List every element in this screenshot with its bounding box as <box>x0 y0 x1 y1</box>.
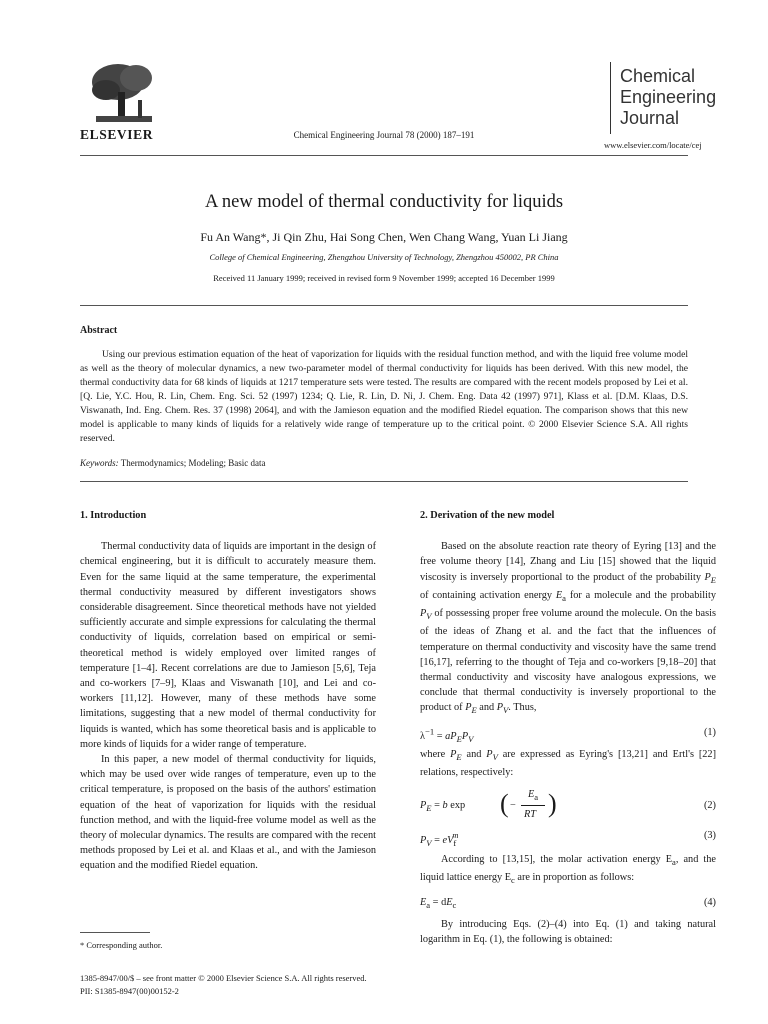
equation-2: $P_E = b$ exp ( − $E_a$ RT ) (2) <box>420 789 716 821</box>
abstract-bottom-rule <box>80 481 688 482</box>
derivation-paragraph-1: Based on the absolute reaction rate theory of Eyring [13] and the free volume theory [14], Zhang and Liu [15] showed that the liquid viscosity is inversely proportional to the product of the probability $P_E$ of containing activation energy $E_a$ for a molecule and the probability $P_V$ of possessing proper free volume around the molecule. On the basis of the ideas of Zhang et al. and the fact that the influences of temperature on thermal conductivity and viscosity have the same trend [16,17], referring to the thought of Teja and co-workers [9,18–20] that thermal conductivity and viscosity have analogous expressions, we conclude that thermal conductivity is inversely proportional to the product of $P_E$ and $P_V$. Thus, <box>420 541 716 716</box>
right-column <box>420 508 716 947</box>
equation-3: $P_V = eV_f^m$ (3) <box>420 830 716 848</box>
header-rule <box>80 155 688 156</box>
equation-4: $E_a = dE_c$ (4) <box>420 896 716 910</box>
derivation-paragraph-4: By introducing Eqs. (2)–(4) into Eq. (1) and taking natural logarithm in Eq. (1), the following is obtained: <box>420 918 716 945</box>
intro-paragraph-2: In this paper, a new model of thermal conductivity for liquids, which may be used over wide ranges of temperature, even up to the critical temperature, is proposed on the basis of the authors' estimation equation of the heat of vaporization for liquids with the residual function method, and with the liquid-free volume model as well as the theory of molecular dynamics. The results are compared with the recent methods proposed by Lei et al. and Klaas et al., and with the Jamieson equation and the modified Riedel equation. <box>80 754 376 872</box>
elsevier-tree-logo <box>88 62 158 126</box>
abstract-heading: Abstract <box>80 325 118 336</box>
brand-line-1: Chemical <box>620 66 696 86</box>
intro-paragraph-1: Thermal conductivity data of liquids are important in the design of chemical engineering, but it is difficult to accurately measure them. Even for the same liquid at the same temperature, the experimental thermal conductivity measured by different investigators shows considerable disagreement. Since theoretical methods have not yielded sufficiently accurate and simple expressions for calculating the thermal conductivity of liquids, correlation based on empirical or semi-theoretical method is widely employed over limited ranges of temperature [1–4]. Recent correlations are due to Jamieson [5,6], Teja and co-workers [7–9], Klaas and Viswanath [10], and Lei and co-workers [11,12]. However, many of these methods have some limitations, suggesting that a new model of thermal conductivity for liquids is wanted, which has some theoretical basis and is applicable to more kinds of liquids for a wider range of temperature. <box>80 541 376 750</box>
received-dates: Received 11 January 1999; received in revised form 9 November 1999; accepted 16 December 1999 <box>213 273 555 283</box>
abstract-text: Using our previous estimation equation of the heat of vaporization for liquids with the residual function method, and with the liquid free volume model as well as the theory of molecular dynamics, a new two-parameter model of thermal conductivity for liquids has been derived. With this new model, the thermal conductivity data for 68 kinds of liquids at 1217 temperature sets were tested. The results are compared with the recent models proposed by Lei et al. [Q. Lie, Y.C. Hou, R. Lin, Chem. Eng. Sci. 52 (1997) 1234; Q. Lie, R. Lin, D. Ni, J. Chem. Eng. Data 42 (1997) 971], Klass et al. [D.M. Klaas, D.S. Viswanath, Ind. Eng. Chem. Res. 37 (1998) 2064], and with the Jamieson equation and the modified Riedel equation. The comparison shows that this new model is applicable to many kinds of liquids for a relatively wide range of temperature up to the critical point. © 2000 Elsevier Science S.A. All rights reserved. <box>80 349 688 444</box>
abstract-top-rule <box>80 305 688 306</box>
affiliation: College of Chemical Engineering, Zhengzhou University of Technology, Zhengzhou 450002, PR China <box>209 252 559 262</box>
journal-brand <box>620 66 716 129</box>
brand-line-2: Engineering <box>620 87 717 107</box>
front-matter <box>80 972 367 998</box>
publisher-name: ELSEVIER <box>80 127 154 142</box>
footnote: * Corresponding author. <box>80 940 163 950</box>
keywords-label: Keywords: <box>80 458 119 468</box>
front-matter-pii: PII: S1385-8947(00)00152-2 <box>80 986 179 996</box>
derivation-heading: 2. Derivation of the new model <box>420 510 555 521</box>
keywords-list: Thermodynamics; Modeling; Basic data <box>120 458 266 468</box>
derivation-paragraph-2: where $P_E$ and $P_V$ are expressed as Eyring's [13,21] and Ertl's [22] relations, respectively: <box>420 748 717 778</box>
equation-4-number: (4) <box>703 896 716 908</box>
left-column <box>80 508 376 874</box>
brand-divider <box>610 62 611 134</box>
front-matter-line-1: 1385-8947/00/$ – see front matter © 2000 Elsevier Science S.A. All rights reserved. <box>80 973 367 983</box>
footnote-rule <box>80 932 150 933</box>
equation-1-number: (1) <box>703 726 716 738</box>
equation-2-number: (2) <box>703 800 716 812</box>
equation-3-number: (3) <box>703 830 716 842</box>
brand-line-3: Journal <box>620 108 680 128</box>
author-list: Fu An Wang*, Ji Qin Zhu, Hai Song Chen, Wen Chang Wang, Yuan Li Jiang <box>200 230 568 244</box>
keywords <box>80 458 265 468</box>
journal-url[interactable]: www.elsevier.com/locate/cej <box>604 140 702 150</box>
article-title: A new model of thermal conductivity for liquids <box>204 192 564 212</box>
equation-1: $\lambda^{-1} = aP_EP_V$ (1) <box>420 726 716 745</box>
derivation-paragraph-3: According to [13,15], the molar activation energy $E_a$, and the liquid lattice energy $E_c$ are in proportion as follows: <box>420 854 717 886</box>
journal-reference: Chemical Engineering Journal 78 (2000) 187–191 <box>293 130 475 140</box>
intro-heading: 1. Introduction <box>80 510 147 521</box>
